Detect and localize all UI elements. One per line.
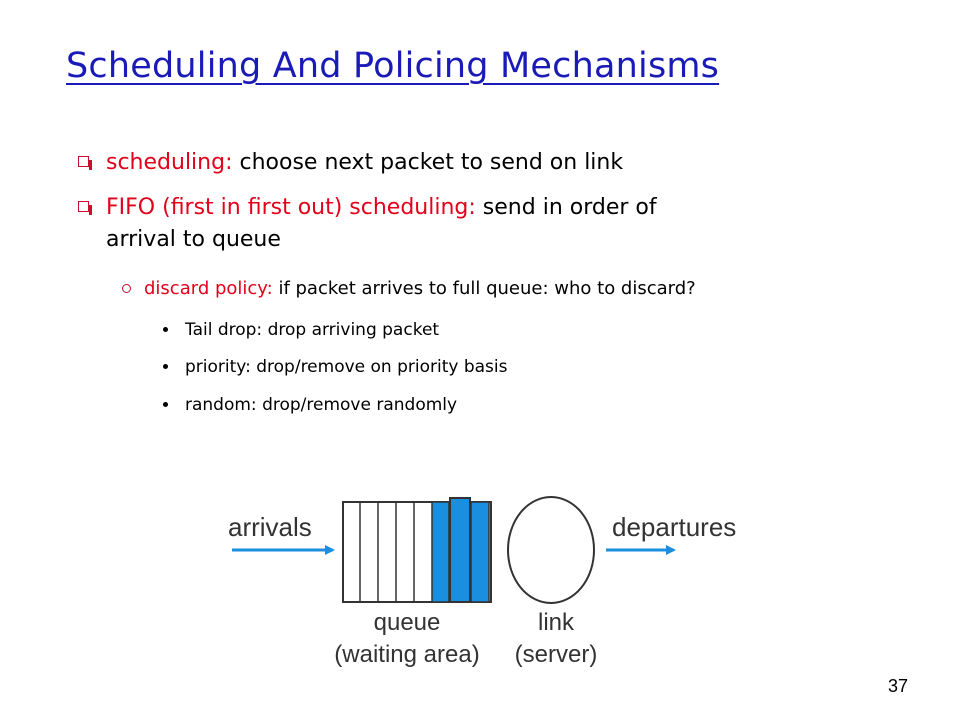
link-sublabel: (server) [514,641,598,668]
bullet-text-line2: arrival to queue [106,227,281,252]
bullet-label: FIFO (first in first out) scheduling: [106,195,476,220]
bullet-text: choose next packet to send on link [232,150,624,175]
link-label: link [537,609,575,636]
link-server [508,497,594,603]
dot-bullet-icon [163,402,168,407]
queue-label: queue [373,609,441,636]
departures-label: departures [612,512,737,542]
queue-sublabel: (waiting area) [334,641,480,668]
square-bullet-icon [78,156,89,167]
bullet-text: send in order of [475,195,657,220]
slide-title: Scheduling And Policing Mechanisms [66,46,720,86]
queued-packet [432,502,449,602]
dot-bullet-icon [163,364,168,369]
queue-buffer [343,498,491,602]
page-number: 37 [888,676,909,696]
arrivals-label: arrivals [228,512,312,542]
sub-bullet-label: discard policy: [144,278,273,299]
queued-packet [471,502,489,602]
queued-packet [450,498,470,602]
bullet-label: scheduling: [106,150,233,175]
circle-bullet-icon [122,284,131,293]
queue-diagram [220,480,760,680]
sub-bullet-text: if packet arrives to full queue: who to discard? [272,278,696,299]
square-bullet-icon [78,201,89,212]
dot-bullet-icon [163,327,168,332]
